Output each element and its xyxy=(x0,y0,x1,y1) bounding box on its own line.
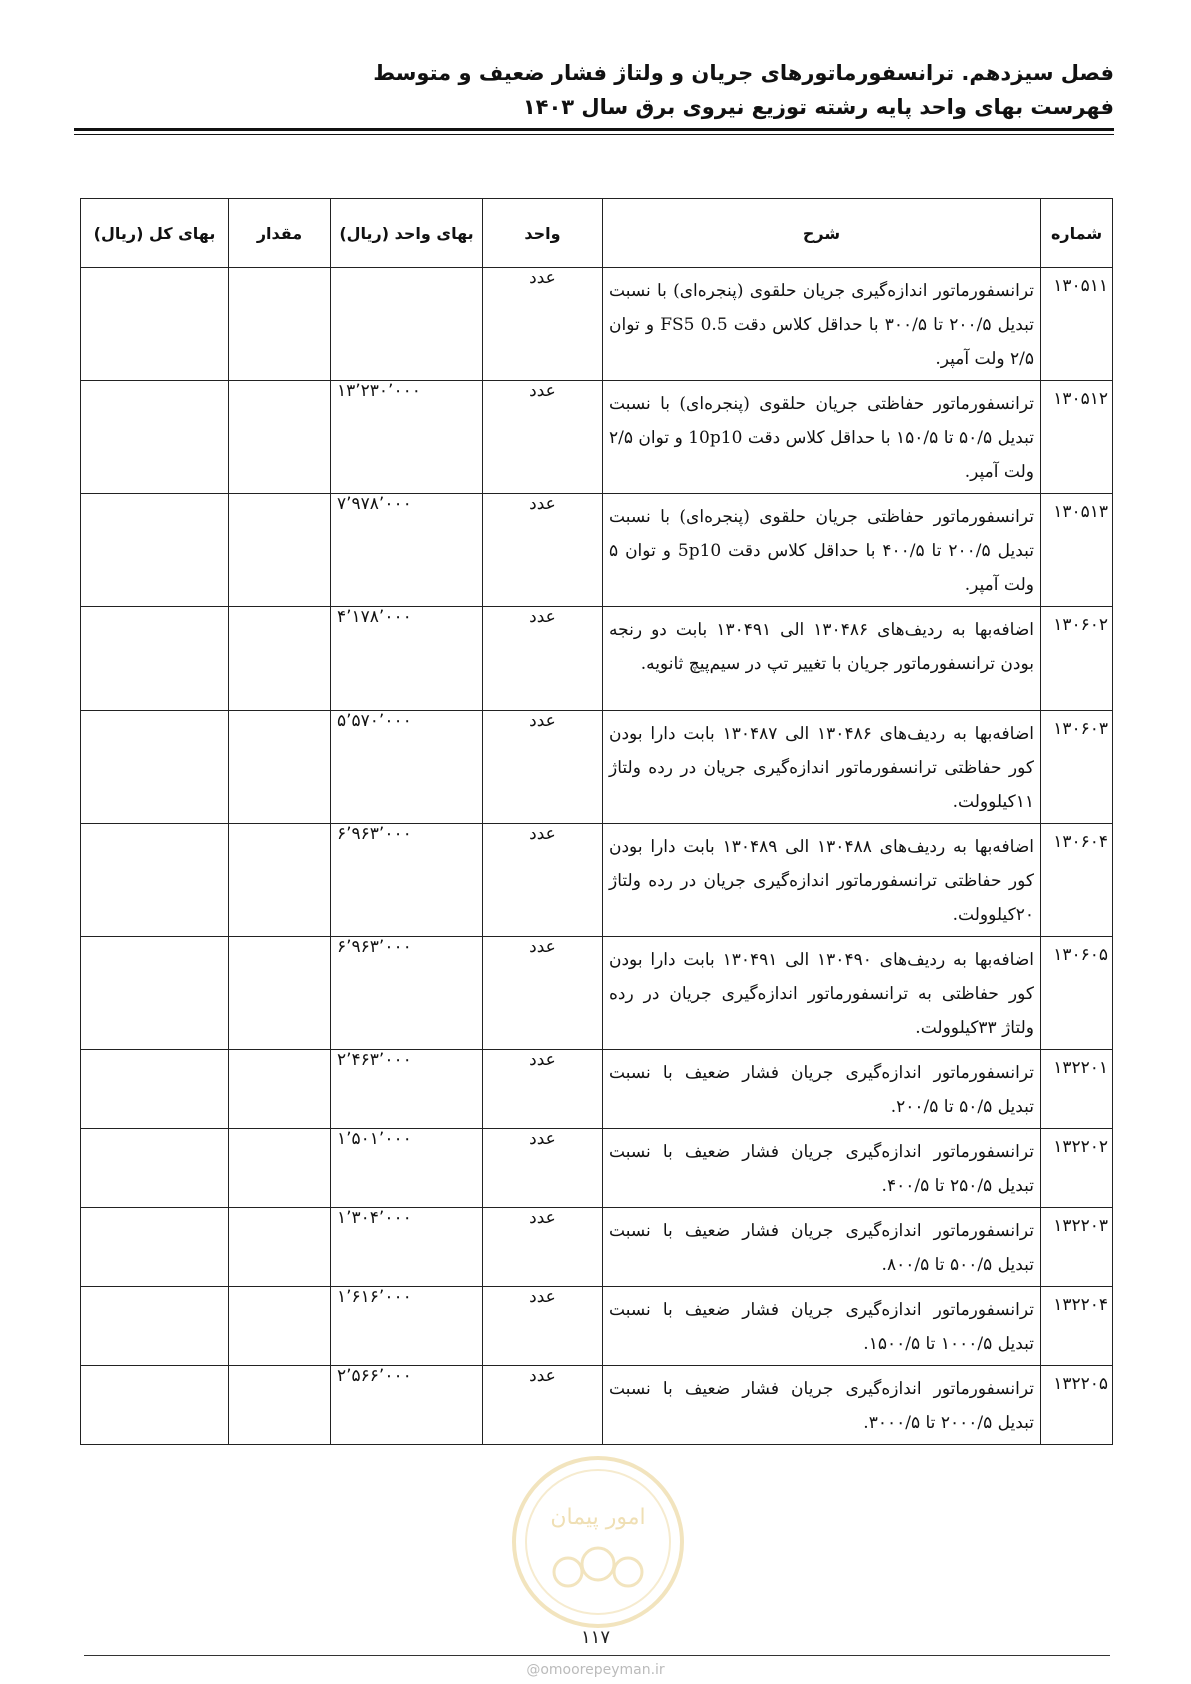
cell-code: ۱۳۰۶۰۲ xyxy=(1041,607,1113,711)
table-row xyxy=(81,1129,1113,1208)
cell-unit: عدد xyxy=(483,1208,603,1287)
cell-code: ۱۳۰۵۱۱ xyxy=(1041,268,1113,381)
cell-quantity xyxy=(229,607,331,711)
cell-code: ۱۳۲۲۰۵ xyxy=(1041,1366,1113,1445)
cell-description: ترانسفورماتور اندازه‌گیری جریان فشار ضعیف با نسبت تبدیل ۲۵۰/۵ تا ۴۰۰/۵. xyxy=(603,1129,1041,1208)
cell-unit-price: ۱٬۵۰۱٬۰۰۰ xyxy=(331,1129,483,1208)
cell-description: ترانسفورماتور حفاظتی جریان حلقوی (پنجره‌ای) با نسبت تبدیل ۵۰/۵ تا ۱۵۰/۵ با حداقل کلاس دقت 10p10 و توان ۲/۵ ولت آمپر. xyxy=(603,381,1041,494)
cell-total-price xyxy=(81,1287,229,1366)
cell-code: ۱۳۲۲۰۳ xyxy=(1041,1208,1113,1287)
cell-unit-price: ۱٬۳۰۴٬۰۰۰ xyxy=(331,1208,483,1287)
cell-code: ۱۳۲۲۰۱ xyxy=(1041,1050,1113,1129)
col-header-description: شرح xyxy=(603,199,1041,268)
cell-quantity xyxy=(229,1208,331,1287)
cell-quantity xyxy=(229,937,331,1050)
cell-quantity xyxy=(229,494,331,607)
table-row xyxy=(81,711,1113,824)
cell-description: ترانسفورماتور اندازه‌گیری جریان فشار ضعیف با نسبت تبدیل ۱۰۰۰/۵ تا ۱۵۰۰/۵. xyxy=(603,1287,1041,1366)
cell-total-price xyxy=(81,1366,229,1445)
watermark-seal-icon xyxy=(508,1452,688,1632)
cell-description: ترانسفورماتور حفاظتی جریان حلقوی (پنجره‌ای) با نسبت تبدیل ۲۰۰/۵ تا ۴۰۰/۵ با حداقل کلاس دقت 5p10 و توان ۵ ولت آمپر. xyxy=(603,494,1041,607)
cell-total-price xyxy=(81,1208,229,1287)
cell-quantity xyxy=(229,1050,331,1129)
cell-description: ترانسفورماتور اندازه‌گیری جریان فشار ضعیف با نسبت تبدیل ۵۰۰/۵ تا ۸۰۰/۵. xyxy=(603,1208,1041,1287)
page-header xyxy=(74,56,1114,124)
table-row xyxy=(81,607,1113,711)
col-header-quantity: مقدار xyxy=(229,199,331,268)
cell-unit-price: ۶٬۹۶۳٬۰۰۰ xyxy=(331,824,483,937)
document-title: فهرست بهای واحد پایه رشته توزیع نیروی برق سال ۱۴۰۳ xyxy=(522,95,1114,119)
cell-quantity xyxy=(229,711,331,824)
cell-unit: عدد xyxy=(483,824,603,937)
col-header-unit: واحد xyxy=(483,199,603,268)
cell-code: ۱۳۲۲۰۴ xyxy=(1041,1287,1113,1366)
cell-unit: عدد xyxy=(483,1129,603,1208)
table-row xyxy=(81,1050,1113,1129)
cell-total-price xyxy=(81,1050,229,1129)
cell-description: اضافه‌بها به ردیف‌های ۱۳۰۴۸۶ الی ۱۳۰۴۹۱ بابت دو رنجه بودن ترانسفورماتور جریان با تغییر تپ در سیم‌پیچ ثانویه. xyxy=(603,607,1041,711)
table-row xyxy=(81,494,1113,607)
table-row xyxy=(81,824,1113,937)
cell-unit: عدد xyxy=(483,711,603,824)
cell-code: ۱۳۰۶۰۵ xyxy=(1041,937,1113,1050)
cell-unit: عدد xyxy=(483,494,603,607)
cell-unit-price: ۱٬۶۱۶٬۰۰۰ xyxy=(331,1287,483,1366)
cell-unit: عدد xyxy=(483,937,603,1050)
table-row xyxy=(81,381,1113,494)
table-header-row xyxy=(81,199,1113,268)
watermark-text: امور پیمان xyxy=(550,1505,646,1530)
table-row xyxy=(81,1366,1113,1445)
table-row xyxy=(81,937,1113,1050)
table-row xyxy=(81,1208,1113,1287)
footer-rule xyxy=(84,1655,1110,1656)
col-header-total-price: بهای کل (ریال) xyxy=(81,199,229,268)
cell-unit-price: ۴٬۱۷۸٬۰۰۰ xyxy=(331,607,483,711)
cell-unit-price: ۶٬۹۶۳٬۰۰۰ xyxy=(331,937,483,1050)
cell-quantity xyxy=(229,381,331,494)
cell-unit: عدد xyxy=(483,1366,603,1445)
cell-description: ترانسفورماتور اندازه‌گیری جریان حلقوی (پنجره‌ای) با نسبت تبدیل ۲۰۰/۵ تا ۳۰۰/۵ با حداقل کلاس دقت FS5 0.5 و توان ۲/۵ ولت آمپر. xyxy=(603,268,1041,381)
cell-unit-price: ۱۳٬۲۳۰٬۰۰۰ xyxy=(331,381,483,494)
cell-description: اضافه‌بها به ردیف‌های ۱۳۰۴۸۶ الی ۱۳۰۴۸۷ بابت دارا بودن کور حفاظتی ترانسفورماتور اندازه‌گیری جریان در رده ولتاژ ۱۱کیلوولت. xyxy=(603,711,1041,824)
cell-total-price xyxy=(81,381,229,494)
cell-unit: عدد xyxy=(483,1287,603,1366)
cell-unit: عدد xyxy=(483,607,603,711)
cell-description: اضافه‌بها به ردیف‌های ۱۳۰۴۸۸ الی ۱۳۰۴۸۹ بابت دارا بودن کور حفاظتی ترانسفورماتور اندازه‌گیری جریان در رده ولتاژ ۲۰کیلوولت. xyxy=(603,824,1041,937)
cell-description: اضافه‌بها به ردیف‌های ۱۳۰۴۹۰ الی ۱۳۰۴۹۱ بابت دارا بودن کور حفاظتی به ترانسفورماتور اندازه‌گیری جریان در رده ولتاژ ۳۳کیلوولت. xyxy=(603,937,1041,1050)
cell-unit: عدد xyxy=(483,1050,603,1129)
cell-description: ترانسفورماتور اندازه‌گیری جریان فشار ضعیف با نسبت تبدیل ۵۰/۵ تا ۲۰۰/۵. xyxy=(603,1050,1041,1129)
cell-code: ۱۳۰۶۰۴ xyxy=(1041,824,1113,937)
cell-total-price xyxy=(81,937,229,1050)
page-number: ۱۱۷ xyxy=(580,1627,610,1648)
price-table xyxy=(80,198,1113,1445)
cell-unit-price: ۲٬۴۶۳٬۰۰۰ xyxy=(331,1050,483,1129)
cell-quantity xyxy=(229,1287,331,1366)
cell-code: ۱۳۰۵۱۳ xyxy=(1041,494,1113,607)
cell-code: ۱۳۰۶۰۳ xyxy=(1041,711,1113,824)
cell-quantity xyxy=(229,268,331,381)
header-rule-thin xyxy=(74,134,1114,135)
cell-unit-price: ۲٬۵۶۶٬۰۰۰ xyxy=(331,1366,483,1445)
cell-quantity xyxy=(229,824,331,937)
cell-unit-price xyxy=(331,268,483,381)
cell-quantity xyxy=(229,1366,331,1445)
cell-total-price xyxy=(81,824,229,937)
cell-description: ترانسفورماتور اندازه‌گیری جریان فشار ضعیف با نسبت تبدیل ۲۰۰۰/۵ تا ۳۰۰۰/۵. xyxy=(603,1366,1041,1445)
table-row xyxy=(81,1287,1113,1366)
col-header-unit-price: بهای واحد (ریال) xyxy=(331,199,483,268)
site-watermark: @omoorepeyman.ir xyxy=(526,1662,665,1678)
cell-total-price xyxy=(81,607,229,711)
cell-unit: عدد xyxy=(483,268,603,381)
cell-unit: عدد xyxy=(483,381,603,494)
cell-total-price xyxy=(81,711,229,824)
chapter-title: فصل سیزدهم. ترانسفورماتورهای جریان و ولتاژ فشار ضعیف و متوسط xyxy=(373,61,1114,85)
cell-total-price xyxy=(81,494,229,607)
cell-code: ۱۳۰۵۱۲ xyxy=(1041,381,1113,494)
cell-code: ۱۳۲۲۰۲ xyxy=(1041,1129,1113,1208)
cell-unit-price: ۵٬۵۷۰٬۰۰۰ xyxy=(331,711,483,824)
cell-quantity xyxy=(229,1129,331,1208)
header-rule-thick xyxy=(74,128,1114,131)
cell-unit-price: ۷٬۹۷۸٬۰۰۰ xyxy=(331,494,483,607)
cell-total-price xyxy=(81,268,229,381)
col-header-code: شماره xyxy=(1041,199,1113,268)
cell-total-price xyxy=(81,1129,229,1208)
table-row xyxy=(81,268,1113,381)
